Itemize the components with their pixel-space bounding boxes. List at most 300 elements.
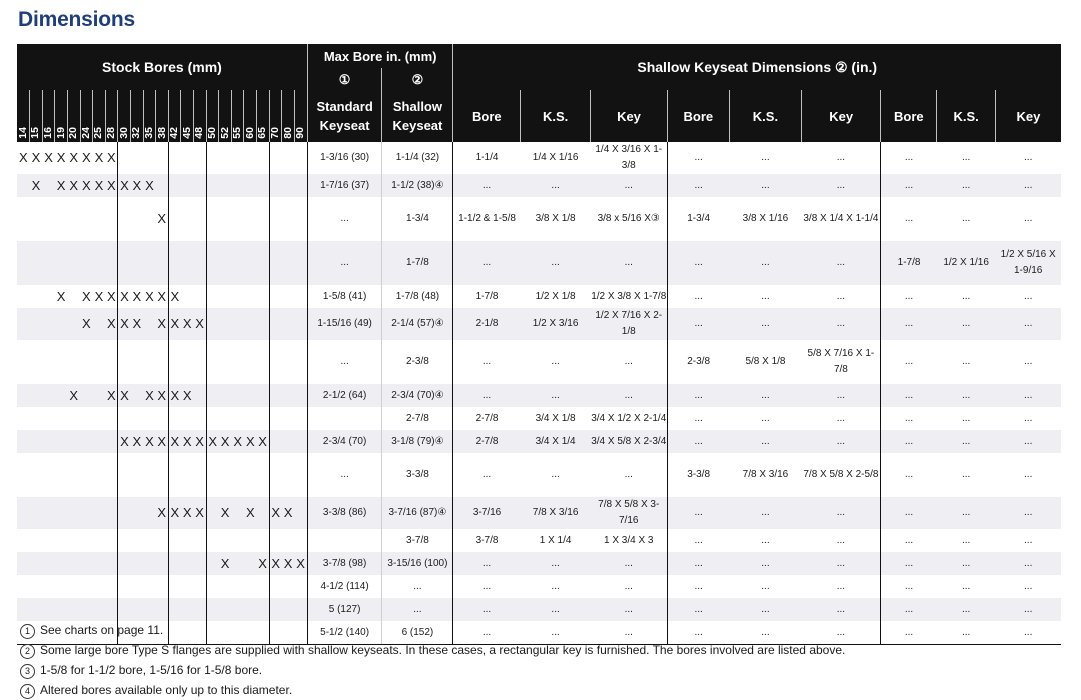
bore-size-header (143, 90, 156, 142)
group3-bore-cell: ... (881, 407, 937, 430)
group1-key-cell: ... (624, 580, 633, 592)
bore-availability-cell (118, 453, 131, 497)
bore-size-header (130, 90, 143, 142)
standard-keyseat-cell: 3-3/8 (86) (307, 497, 382, 529)
group3-ks-cell: ... (961, 534, 971, 546)
bore-availability-cell (194, 142, 207, 174)
bore-availability-cell (105, 241, 118, 285)
bore-size-header (80, 90, 93, 142)
footnote-4 (20, 680, 845, 700)
footnote-text: See charts on page 11. (40, 623, 164, 637)
group3-key-header: Key (995, 90, 1061, 142)
bore-availability-cell (30, 285, 43, 308)
group2-key-cell: ... (802, 241, 881, 285)
bore-availability-cell: X (105, 174, 118, 197)
bore-availability-cell: X (67, 384, 80, 407)
bore-size-label: 30 (117, 127, 130, 139)
table-row (17, 384, 1061, 407)
bore-availability-cell (55, 598, 68, 621)
bore-availability-cell (80, 598, 93, 621)
bore-availability-cell (181, 575, 194, 598)
group3-ks-cell: ... (937, 384, 995, 407)
group3-key-cell: ... (1024, 469, 1033, 480)
bore-availability-cell (17, 384, 30, 407)
standard-keyseat-cell: 4-1/2 (114) (307, 575, 382, 598)
group2-key-cell: ... (836, 534, 846, 546)
bore-size-header (231, 90, 244, 142)
bore-availability-cell (219, 285, 232, 308)
group3-ks-cell: ... (937, 174, 995, 197)
group1-key-cell: 1/4 X 3/16 X 1-3/8 (595, 144, 663, 171)
footnote-number: 3 (20, 664, 35, 679)
bore-availability-cell (55, 340, 68, 384)
bore-availability-cell (219, 575, 232, 598)
group3-ks-cell: ... (937, 621, 995, 645)
bore-availability-cell (130, 497, 143, 529)
group2-key-cell: ... (802, 621, 881, 645)
group1-bore-cell: 1-1/2 & 1-5/8 (453, 197, 521, 241)
group2-ks-cell: ... (729, 384, 801, 407)
bore-availability-cell (42, 575, 55, 598)
bore-availability-cell: X (44, 150, 53, 165)
bore-availability-cell (17, 174, 30, 197)
bore-availability-cell: X (257, 430, 270, 453)
bore-availability-cell (168, 453, 181, 497)
bore-size-header (168, 90, 181, 142)
group1-ks-cell: 3/8 X 1/8 (535, 213, 576, 224)
bore-availability-cell: X (156, 308, 169, 340)
bore-availability-cell (206, 308, 219, 340)
bore-availability-cell (17, 308, 30, 340)
bore-availability-cell (30, 340, 43, 384)
bore-availability-cell (231, 407, 244, 430)
bore-availability-cell (93, 407, 106, 430)
bore-availability-cell (168, 174, 181, 197)
bore-availability-cell: X (168, 430, 181, 453)
group3-bore-cell: ... (881, 142, 937, 174)
max-bore-header: Max Bore in. (mm) (307, 44, 453, 68)
bore-availability-cell (42, 430, 55, 453)
bore-availability-cell: X (80, 174, 93, 197)
group2-bore-cell: 3-3/8 (667, 453, 729, 497)
bore-availability-cell (67, 340, 80, 384)
bore-availability-cell (194, 340, 207, 384)
bore-availability-cell (130, 197, 143, 241)
group1-ks-cell: ... (521, 621, 591, 645)
bore-size-label: 42 (168, 127, 181, 139)
group3-bore-cell: 1-7/8 (881, 241, 937, 285)
group3-ks-cell: ... (961, 412, 971, 424)
footnote-1-marker: ① (307, 68, 382, 90)
bore-availability-cell (93, 529, 106, 552)
bore-availability-cell (294, 285, 307, 308)
bore-availability-cell (80, 552, 93, 575)
bore-availability-cell (67, 575, 80, 598)
group2-ks-cell: ... (761, 152, 770, 163)
bore-availability-cell (17, 453, 30, 497)
shallow-keyseat-cell: 2-3/4 (70)④ (382, 384, 453, 407)
bore-availability-cell (219, 142, 232, 174)
bore-availability-cell: X (118, 308, 131, 340)
bore-availability-cell (294, 308, 307, 340)
bore-availability-cell (143, 142, 156, 174)
bore-availability-cell (156, 241, 169, 285)
group3-key-cell: ... (1024, 152, 1033, 163)
group1-key-cell: ... (624, 356, 633, 367)
bore-size-header (282, 90, 295, 142)
standard-keyseat-cell (307, 529, 382, 552)
group3-key-cell: ... (995, 621, 1061, 645)
bore-availability-cell (257, 407, 270, 430)
group3-key-cell: ... (995, 430, 1061, 453)
bore-availability-cell (206, 340, 219, 384)
standard-keyseat-cell: ... (307, 340, 382, 384)
group1-ks-cell: ... (521, 598, 591, 621)
group2-bore-cell: ... (667, 174, 729, 197)
group3-ks-cell: ... (961, 290, 971, 302)
group2-bore-cell: ... (667, 407, 729, 430)
group2-ks-cell: ... (729, 241, 801, 285)
group1-key-cell: 7/8 X 5/8 X 3-7/16 (591, 497, 668, 529)
group3-bore-cell: ... (881, 174, 937, 197)
group3-ks-cell: ... (937, 598, 995, 621)
bore-size-label: 25 (92, 127, 105, 139)
group1-bore-cell: ... (453, 241, 521, 285)
bore-availability-cell (105, 340, 118, 384)
group3-ks-cell: 1/2 X 1/16 (937, 241, 995, 285)
standard-keyseat-header: Standard Keyseat (307, 90, 382, 142)
bore-availability-cell (194, 285, 207, 308)
group2-key-cell: ... (802, 430, 881, 453)
group3-ks-cell: ... (937, 497, 995, 529)
bore-availability-cell (30, 197, 43, 241)
group1-ks-cell: 1/4 X 1/16 (532, 152, 579, 163)
bore-availability-cell (93, 384, 106, 407)
bore-availability-cell (156, 407, 169, 430)
footnote-text: Some large bore Type S flanges are supplied with shallow keyseats. In these cases, a rectangular key is furnished. The bores involved are listed above. (40, 643, 846, 657)
footnote-3 (20, 660, 845, 680)
bore-availability-cell (244, 174, 257, 197)
bore-availability-cell (181, 241, 194, 285)
bore-availability-cell (55, 430, 68, 453)
bore-availability-cell (294, 174, 307, 197)
bore-availability-cell (294, 575, 307, 598)
bore-availability-cell (42, 407, 55, 430)
bore-availability-cell (181, 340, 194, 384)
bore-availability-cell (93, 430, 106, 453)
group3-key-cell: ... (995, 552, 1061, 575)
bore-availability-cell (105, 430, 118, 453)
bore-availability-cell (156, 529, 169, 552)
bore-size-label: 35 (142, 127, 155, 139)
bore-availability-cell (143, 529, 156, 552)
bore-availability-cell: X (18, 150, 28, 165)
table-row (17, 529, 1061, 552)
bore-availability-cell (294, 384, 307, 407)
group3-bore-header: Bore (881, 90, 937, 142)
group3-ks-cell: ... (937, 552, 995, 575)
group2-bore-cell: ... (667, 142, 729, 174)
group1-ks-cell: ... (521, 384, 591, 407)
bore-availability-cell (80, 197, 93, 241)
group1-key-cell: 3/8 x 5/16 X③ (597, 213, 660, 224)
bore-availability-cell (269, 430, 282, 453)
bore-availability-cell (67, 497, 80, 529)
group3-ks-cell: ... (961, 213, 971, 224)
bore-availability-cell (130, 598, 143, 621)
group3-ks-cell: ... (937, 430, 995, 453)
bore-availability-cell (130, 241, 143, 285)
bore-availability-cell (55, 308, 68, 340)
group1-ks-cell: ... (551, 356, 560, 367)
table-row (17, 407, 1061, 430)
group2-bore-cell: ... (667, 497, 729, 529)
bore-availability-cell (231, 308, 244, 340)
group2-bore-cell: ... (667, 575, 729, 598)
bore-availability-cell (269, 340, 282, 384)
bore-availability-cell (294, 197, 307, 241)
bore-availability-cell (194, 453, 207, 497)
bore-availability-cell: X (194, 497, 207, 529)
bore-availability-cell: X (56, 150, 66, 165)
group3-bore-cell: ... (881, 285, 937, 308)
bore-availability-cell (244, 552, 257, 575)
bore-availability-cell (17, 285, 30, 308)
group2-ks-cell: ... (729, 497, 801, 529)
bore-availability-cell (17, 552, 30, 575)
group3-key-cell: ... (1024, 534, 1033, 546)
bore-availability-cell: X (130, 430, 143, 453)
group3-key-cell: ... (995, 384, 1061, 407)
bore-availability-cell: X (156, 384, 169, 407)
bore-availability-cell (143, 407, 156, 430)
standard-keyseat-cell: 1-5/8 (41) (307, 285, 382, 308)
bore-availability-cell (156, 598, 169, 621)
bore-availability-cell (219, 529, 232, 552)
bore-availability-cell (55, 197, 68, 241)
bore-availability-cell (80, 529, 93, 552)
footnote-number: 4 (20, 684, 35, 699)
bore-size-label: 28 (105, 127, 118, 139)
shallow-keyseat-cell: ... (382, 575, 453, 598)
group2-key-cell: ... (802, 552, 881, 575)
bore-availability-cell: X (93, 174, 106, 197)
bore-availability-cell (42, 174, 55, 197)
bore-availability-cell: X (181, 430, 194, 453)
bore-availability-cell (118, 575, 131, 598)
group1-key-cell: 1/2 X 3/8 X 1-7/8 (591, 290, 667, 302)
bore-availability-cell (17, 598, 30, 621)
bore-availability-cell (168, 197, 181, 241)
bore-size-header (181, 90, 194, 142)
bore-availability-cell: X (94, 288, 104, 304)
bore-availability-cell (93, 575, 106, 598)
bore-availability-cell (168, 340, 181, 384)
bore-availability-cell (93, 453, 106, 497)
bore-availability-cell: X (194, 430, 207, 453)
bore-availability-cell (130, 340, 143, 384)
bore-size-label: 52 (218, 127, 231, 139)
bore-availability-cell (118, 529, 131, 552)
group2-key-cell: ... (836, 290, 846, 302)
bore-availability-cell: X (257, 552, 270, 575)
group3-key-cell: ... (1024, 412, 1033, 424)
bore-availability-cell: X (168, 308, 181, 340)
bore-availability-cell (93, 552, 106, 575)
bore-availability-cell: X (94, 150, 104, 165)
group2-key-header: Key (802, 90, 881, 142)
bore-availability-cell (257, 598, 270, 621)
bore-availability-cell: X (130, 174, 143, 197)
bore-availability-cell: X (181, 384, 194, 407)
bore-availability-cell (118, 407, 131, 430)
bore-availability-cell (269, 197, 282, 241)
bore-availability-cell (206, 142, 219, 174)
bore-availability-cell (42, 285, 55, 308)
group3-key-cell: ... (995, 598, 1061, 621)
bore-availability-cell (244, 529, 257, 552)
bore-availability-cell (257, 497, 270, 529)
bore-availability-cell (206, 529, 219, 552)
group2-bore-cell: ... (667, 621, 729, 645)
bore-availability-cell (17, 340, 30, 384)
group2-key-cell: ... (836, 412, 846, 424)
bore-availability-cell (168, 575, 181, 598)
group2-bore-cell: 1-3/4 (667, 197, 729, 241)
bore-availability-cell (30, 497, 43, 529)
bore-availability-cell (282, 384, 295, 407)
table-row (17, 340, 1061, 384)
bore-availability-cell (219, 174, 232, 197)
group3-bore-cell: ... (881, 308, 937, 340)
group1-bore-cell: ... (453, 598, 521, 621)
bore-availability-cell (244, 197, 257, 241)
bore-availability-cell (130, 453, 143, 497)
group2-bore-cell: ... (667, 384, 729, 407)
bore-availability-cell (294, 241, 307, 285)
bore-size-header (67, 90, 80, 142)
group2-key-cell: ... (836, 152, 846, 163)
bore-availability-cell (80, 430, 93, 453)
bore-size-label: 16 (42, 127, 55, 139)
bore-availability-cell (231, 241, 244, 285)
bore-size-header (294, 90, 307, 142)
bore-availability-cell: X (143, 384, 156, 407)
bore-availability-cell (269, 241, 282, 285)
bore-availability-cell (105, 552, 118, 575)
group1-ks-cell: 1 X 1/4 (539, 534, 572, 546)
group1-bore-cell: 2-7/8 (453, 430, 521, 453)
group1-key-cell: ... (591, 384, 668, 407)
bore-availability-cell (231, 497, 244, 529)
bore-availability-cell (168, 552, 181, 575)
bore-availability-cell (282, 197, 295, 241)
group3-key-cell: ... (995, 308, 1061, 340)
bore-availability-cell (282, 575, 295, 598)
bore-availability-cell (219, 453, 232, 497)
group2-bore-cell: ... (667, 430, 729, 453)
group3-ks-cell: ... (961, 580, 971, 592)
bore-availability-cell (244, 407, 257, 430)
bore-availability-cell (269, 598, 282, 621)
bore-availability-cell (244, 598, 257, 621)
bore-availability-cell: X (282, 552, 295, 575)
bore-availability-cell (143, 575, 156, 598)
bore-availability-cell (42, 552, 55, 575)
bore-availability-cell (244, 142, 257, 174)
bore-availability-cell (143, 453, 156, 497)
bore-availability-cell (231, 174, 244, 197)
bore-availability-cell (194, 384, 207, 407)
bore-availability-cell (118, 142, 131, 174)
group1-key-cell: 1/2 X 7/16 X 2-1/8 (591, 308, 668, 340)
bore-availability-cell (42, 197, 55, 241)
bore-availability-cell (17, 497, 30, 529)
bore-availability-cell (282, 285, 295, 308)
bore-availability-cell: X (282, 497, 295, 529)
bore-availability-cell (269, 174, 282, 197)
bore-availability-cell (231, 285, 244, 308)
bore-size-label: 90 (294, 127, 307, 139)
bore-availability-cell (294, 529, 307, 552)
group1-bore-cell: ... (453, 174, 521, 197)
bore-availability-cell (257, 197, 270, 241)
bore-availability-cell: X (69, 150, 79, 165)
bore-availability-cell (181, 174, 194, 197)
dimensions-table (17, 44, 1061, 645)
group3-bore-cell: ... (881, 552, 937, 575)
stock-bores-header: Stock Bores (mm) (17, 44, 307, 90)
bore-availability-cell (219, 407, 232, 430)
bore-availability-cell (231, 598, 244, 621)
bore-size-header (257, 90, 270, 142)
bore-availability-cell (194, 241, 207, 285)
bore-availability-cell (244, 340, 257, 384)
bore-size-header (118, 90, 131, 142)
bore-availability-cell (282, 340, 295, 384)
standard-keyseat-cell: 1-15/16 (49) (307, 308, 382, 340)
standard-keyseat-cell: 5-1/2 (140) (307, 621, 382, 645)
bore-availability-cell (257, 575, 270, 598)
bore-availability-cell: X (31, 150, 41, 165)
group3-key-cell: ... (1024, 580, 1033, 592)
bore-availability-cell (67, 407, 80, 430)
group1-bore-cell: ... (453, 340, 521, 384)
group3-key-cell: ... (1024, 290, 1033, 302)
shallow-keyseat-cell: 2-1/4 (57)④ (382, 308, 453, 340)
group3-bore-cell: ... (881, 497, 937, 529)
bore-availability-cell (269, 453, 282, 497)
table-row (17, 497, 1061, 529)
shallow-keyseat-cell: 6 (152) (382, 621, 453, 645)
bore-availability-cell (206, 575, 219, 598)
bore-availability-cell (156, 142, 169, 174)
bore-availability-cell (206, 384, 219, 407)
table-row (17, 285, 1061, 308)
group2-ks-header: K.S. (729, 90, 801, 142)
bore-availability-cell (67, 529, 80, 552)
shallow-keyseat-cell: 3-7/8 (382, 529, 453, 552)
group2-bore-cell: ... (667, 285, 729, 308)
group1-key-cell: ... (624, 469, 633, 480)
bore-availability-cell (130, 384, 143, 407)
bore-size-label: 15 (29, 127, 42, 139)
bore-availability-cell (194, 552, 207, 575)
bore-availability-cell: X (105, 308, 118, 340)
bore-availability-cell (206, 174, 219, 197)
bore-availability-cell (231, 575, 244, 598)
bore-availability-cell (105, 497, 118, 529)
